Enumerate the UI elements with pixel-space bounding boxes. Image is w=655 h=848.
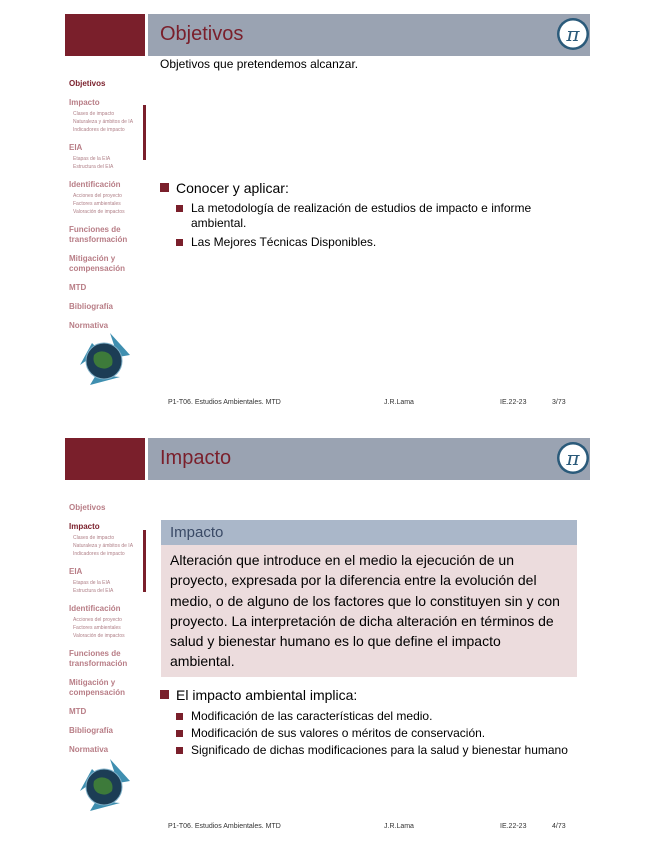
nav-section-eia[interactable]: EIA [69, 567, 83, 576]
footer-year: IE.22-23 [500, 399, 527, 406]
nav-section-identificacion[interactable]: Identificación [69, 604, 121, 613]
bullet-sub: Modificación de las características del medio. [176, 709, 571, 724]
nav-section-impacto[interactable]: Impacto [69, 522, 100, 531]
nav-section-mitigacion[interactable]: Mitigación y compensación [69, 254, 126, 273]
slide-header [65, 438, 590, 480]
bullet-square-icon [176, 747, 183, 754]
nav-section-normativa[interactable]: Normativa [69, 321, 109, 330]
nav-section-funciones[interactable]: Funciones de transformación [69, 225, 128, 244]
pi-logo-icon [556, 17, 590, 51]
bullet-square-icon [160, 183, 169, 192]
nav-section-objetivos[interactable]: Objetivos [69, 79, 106, 88]
nav-section-normativa[interactable]: Normativa [69, 745, 109, 754]
nav-sub-indicadores[interactable]: Indicadores de impacto [73, 551, 125, 557]
section-nav [69, 494, 149, 755]
definition-block [161, 520, 577, 677]
nav-sub-acciones[interactable]: Acciones del proyecto [73, 617, 122, 623]
nav-sub-valoracion[interactable]: Valoración de impactos [73, 209, 125, 215]
block-title: Impacto [161, 520, 577, 545]
slide-impacto [0, 424, 655, 848]
nav-sub-estructura-eia[interactable]: Estructura del EIA [73, 588, 114, 594]
nav-section-bibliografia[interactable]: Bibliografía [69, 302, 114, 311]
nav-sub-valoracion[interactable]: Valoración de impactos [73, 633, 125, 639]
nav-sub-acciones[interactable]: Acciones del proyecto [73, 193, 122, 199]
nav-active-bar [143, 105, 146, 160]
nav-section-eia[interactable]: EIA [69, 143, 83, 152]
footer-course: P1-T06. Estudios Ambientales. MTD [168, 823, 281, 830]
nav-sub-indicadores[interactable]: Indicadores de impacto [73, 127, 125, 133]
nav-sub-etapas-eia[interactable]: Etapas de la EIA [73, 580, 111, 586]
nav-section-funciones[interactable]: Funciones de transformación [69, 649, 128, 668]
nav-sub-factores[interactable]: Factores ambientales [73, 625, 121, 631]
bullet-square-icon [176, 205, 183, 212]
nav-sub-naturaleza[interactable]: Naturaleza y ámbitos de IA [73, 119, 134, 125]
bullet-square-icon [176, 713, 183, 720]
slide-header [65, 14, 590, 56]
nav-section-mtd[interactable]: MTD [69, 707, 87, 716]
nav-section-mitigacion[interactable]: Mitigación y compensación [69, 678, 126, 697]
header-maroon-block [65, 14, 145, 56]
nav-section-mtd[interactable]: MTD [69, 283, 87, 292]
footer-author: J.R.Lama [384, 399, 414, 406]
slide-subtitle: Objetivos que pretendemos alcanzar. [160, 57, 359, 71]
pi-logo-icon [556, 441, 590, 475]
bullet-square-icon [160, 690, 169, 699]
nav-section-objetivos[interactable]: Objetivos [69, 503, 106, 512]
nav-section-identificacion[interactable]: Identificación [69, 180, 121, 189]
nav-sub-estructura-eia[interactable]: Estructura del EIA [73, 164, 114, 170]
footer-page: 4/73 [552, 823, 566, 830]
footer-page: 3/73 [552, 399, 566, 406]
section-nav [69, 70, 149, 331]
slide-title: Objetivos [160, 23, 244, 45]
nav-section-bibliografia[interactable]: Bibliografía [69, 726, 114, 735]
recycle-globe-icon [70, 751, 138, 819]
bullet-square-icon [176, 730, 183, 737]
nav-sub-clases-impacto[interactable]: Clases de impacto [73, 535, 115, 541]
nav-sub-clases-impacto[interactable]: Clases de impacto [73, 111, 115, 117]
bullet-square-icon [176, 239, 183, 246]
footer-author: J.R.Lama [384, 823, 414, 830]
bullet-sub: La metodología de realización de estudios de impacto e informe ambiental. [176, 201, 571, 231]
header-divider [145, 14, 148, 56]
bullet-sub: Las Mejores Técnicas Disponibles. [176, 235, 571, 250]
bullet-main: El impacto ambiental implica: [160, 687, 357, 703]
svg-text:π: π [566, 22, 580, 46]
header-divider [145, 438, 148, 480]
nav-sub-naturaleza[interactable]: Naturaleza y ámbitos de IA [73, 543, 134, 549]
block-body: Alteración que introduce en el medio la ejecución de un proyecto, expresada por la diferencia entre la evolución del medio, o de alguno de los factores que lo constituyen sin y con proyecto. La interpretación de dicha alteración en términos de salud y bienestar humano es lo que define el impacto ambiental. [161, 545, 577, 677]
footer-course: P1-T06. Estudios Ambientales. MTD [168, 399, 281, 406]
svg-text:π: π [566, 446, 580, 470]
bullet-sub: Significado de dichas modificaciones para la salud y bienestar humano [176, 743, 571, 758]
nav-sub-etapas-eia[interactable]: Etapas de la EIA [73, 156, 111, 162]
bullet-sub: Modificación de sus valores o méritos de conservación. [176, 726, 571, 741]
slide-title: Impacto [160, 447, 232, 469]
footer-year: IE.22-23 [500, 823, 527, 830]
bullet-main: Conocer y aplicar: [160, 180, 289, 196]
header-maroon-block [65, 438, 145, 480]
nav-sub-factores[interactable]: Factores ambientales [73, 201, 121, 207]
recycle-globe-icon [70, 325, 138, 393]
nav-active-bar [143, 530, 146, 592]
nav-section-impacto[interactable]: Impacto [69, 98, 100, 107]
